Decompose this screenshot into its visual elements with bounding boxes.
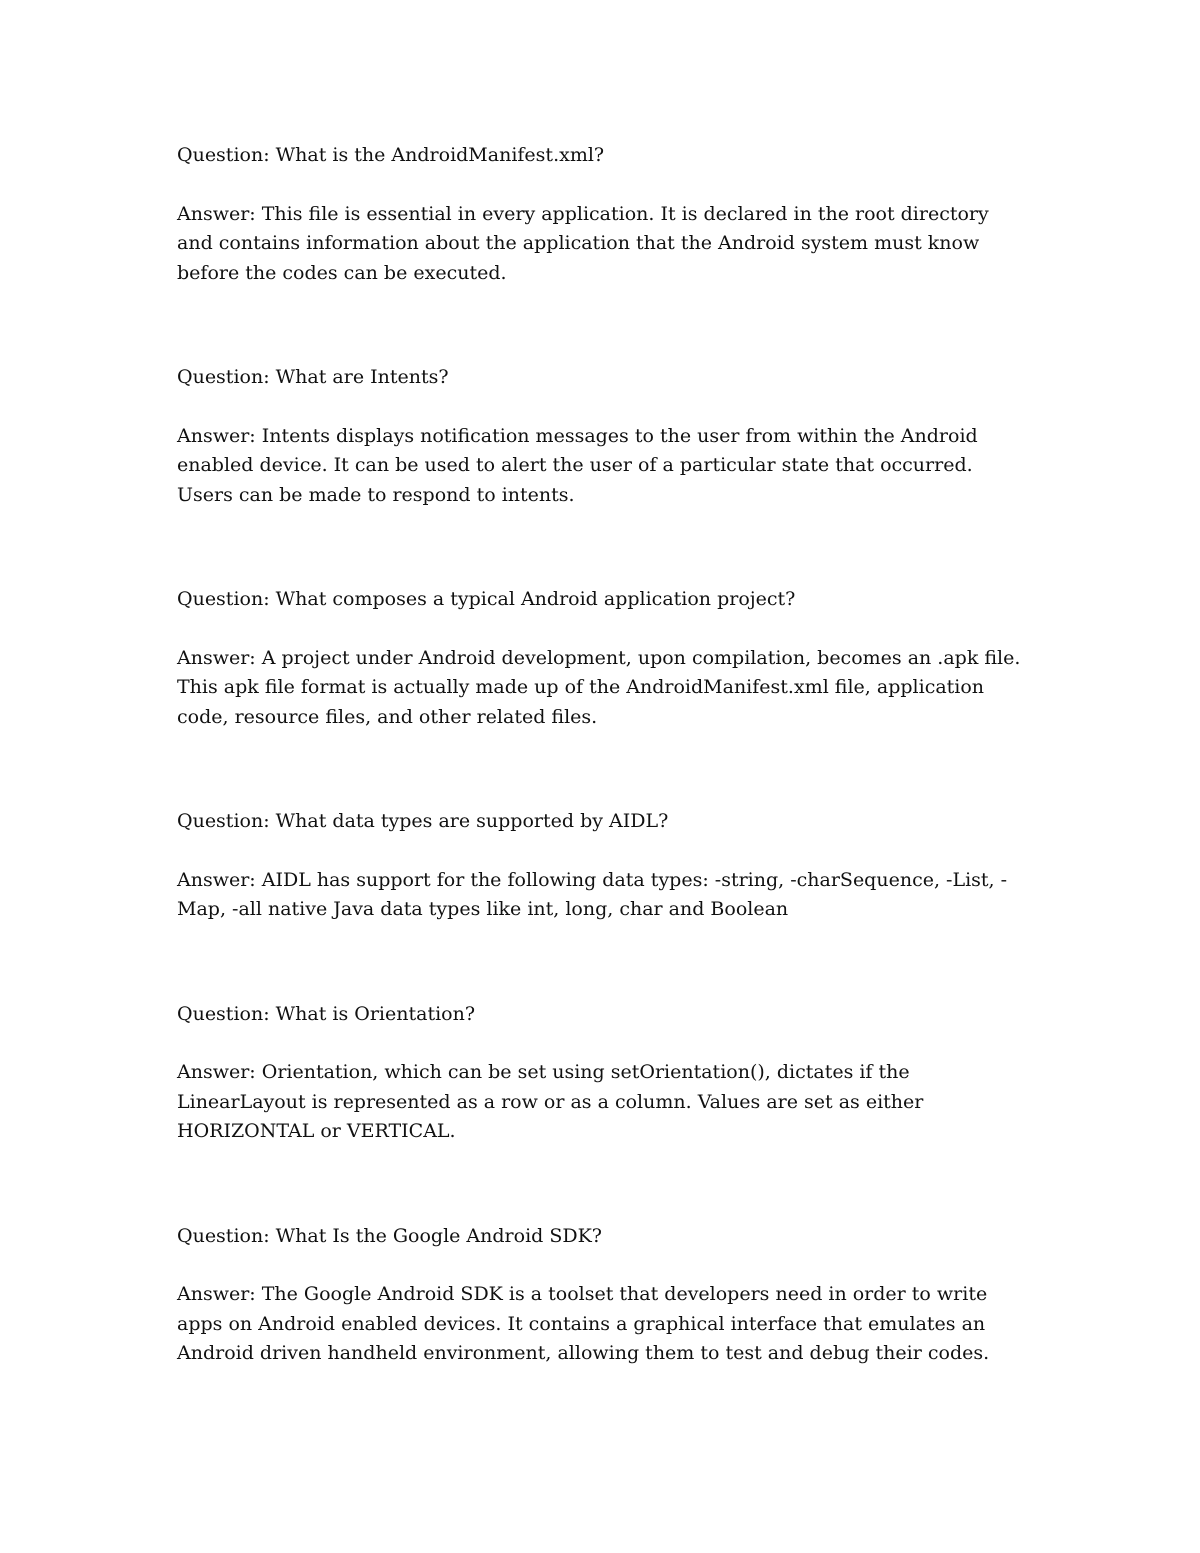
question-text: Question: What is the AndroidManifest.xml? — [177, 144, 605, 166]
question-text: Question: What Is the Google Android SDK? — [177, 1224, 602, 1247]
qa-item — [177, 1000, 1027, 1147]
answer-text: Answer: Orientation, which can be set using setOrientation(), dictates if the LinearLayout is represented as a row or as a column. Values are set as either HORIZONTAL or VERTICAL. — [177, 1061, 924, 1142]
question-text: Question: What data types are supported by AIDL? — [177, 810, 669, 832]
question-text: Question: What are Intents? — [177, 366, 449, 388]
answer-text: Answer: AIDL has support for the following data types: -string, -charSequence, -List, -Map, -all native Java data types like int, long, char and Boolean — [177, 868, 1008, 920]
qa-item — [177, 141, 1027, 288]
answer-text: Answer: The Google Android SDK is a toolset that developers need in order to write apps on Android enabled devices. It contains a graphical interface that emulates an Android driven handheld environment, allowing them to test and debug their codes. — [177, 1283, 990, 1364]
qa-item — [177, 1222, 1027, 1369]
answer-text: Answer: A project under Android development, upon compilation, becomes an .apk file. This apk file format is actually made up of the AndroidManifest.xml file, application code, resource files, and other related files. — [177, 646, 1021, 728]
question-text: Question: What is Orientation? — [177, 1002, 476, 1025]
question-text: Question: What composes a typical Android application project? — [177, 588, 796, 610]
qa-item — [177, 585, 1027, 732]
qa-item — [177, 807, 1027, 925]
document-content — [177, 141, 1027, 1369]
answer-text: Answer: Intents displays notification messages to the user from within the Android enabled device. It can be used to alert the user of a particular state that occurred. Users can be made to respond to intents. — [177, 424, 978, 506]
qa-item — [177, 363, 1027, 510]
answer-text: Answer: This file is essential in every application. It is declared in the root directory and contains information about the application that the Android system must know before the codes can be executed. — [177, 202, 989, 284]
